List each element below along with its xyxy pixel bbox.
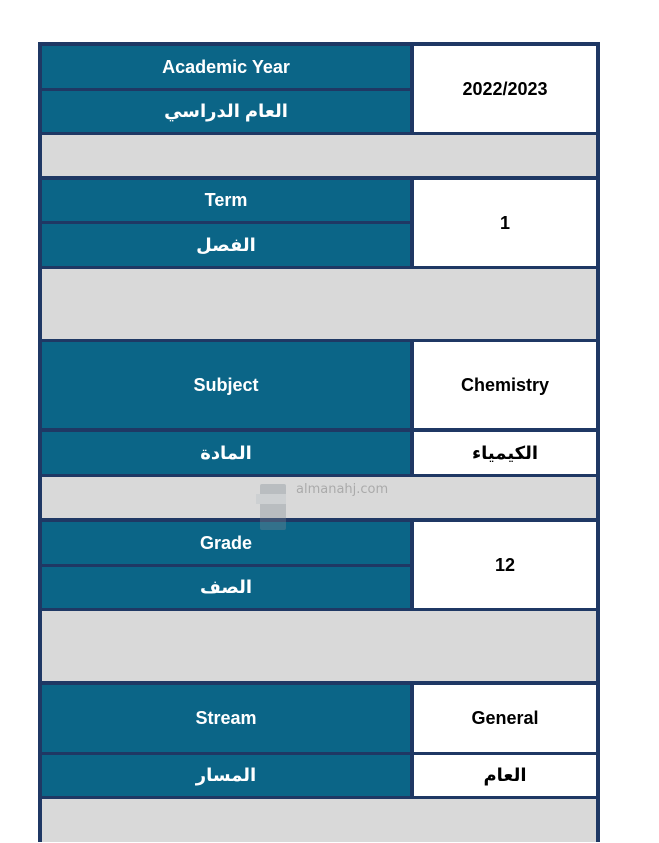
subject-value-arabic: الكيمياء (414, 432, 596, 474)
subject-label: Subject (42, 342, 410, 428)
spacer-row (42, 477, 596, 518)
watermark-site: almanahj.com (296, 482, 389, 497)
spacer-row (42, 799, 596, 842)
subject-value: Chemistry (414, 342, 596, 428)
subject-label-arabic: المادة (42, 432, 410, 474)
grade-label-arabic: الصف (42, 567, 410, 608)
academic-year-value: 2022/2023 (414, 46, 596, 132)
spacer-row (42, 135, 596, 176)
spacer-row (42, 269, 596, 339)
term-value: 1 (414, 180, 596, 266)
academic-year-label-arabic: العام الدراسي (42, 91, 410, 132)
info-table (38, 42, 600, 842)
grade-value: 12 (414, 522, 596, 608)
stream-value: General (414, 685, 596, 752)
term-label: Term (42, 180, 410, 221)
stream-label: Stream (42, 685, 410, 752)
grade-label: Grade (42, 522, 410, 564)
stream-value-arabic: العام (414, 755, 596, 796)
term-label-arabic: الفصل (42, 224, 410, 266)
academic-year-label: Academic Year (42, 46, 410, 88)
stream-label-arabic: المسار (42, 755, 410, 796)
spacer-row (42, 611, 596, 681)
